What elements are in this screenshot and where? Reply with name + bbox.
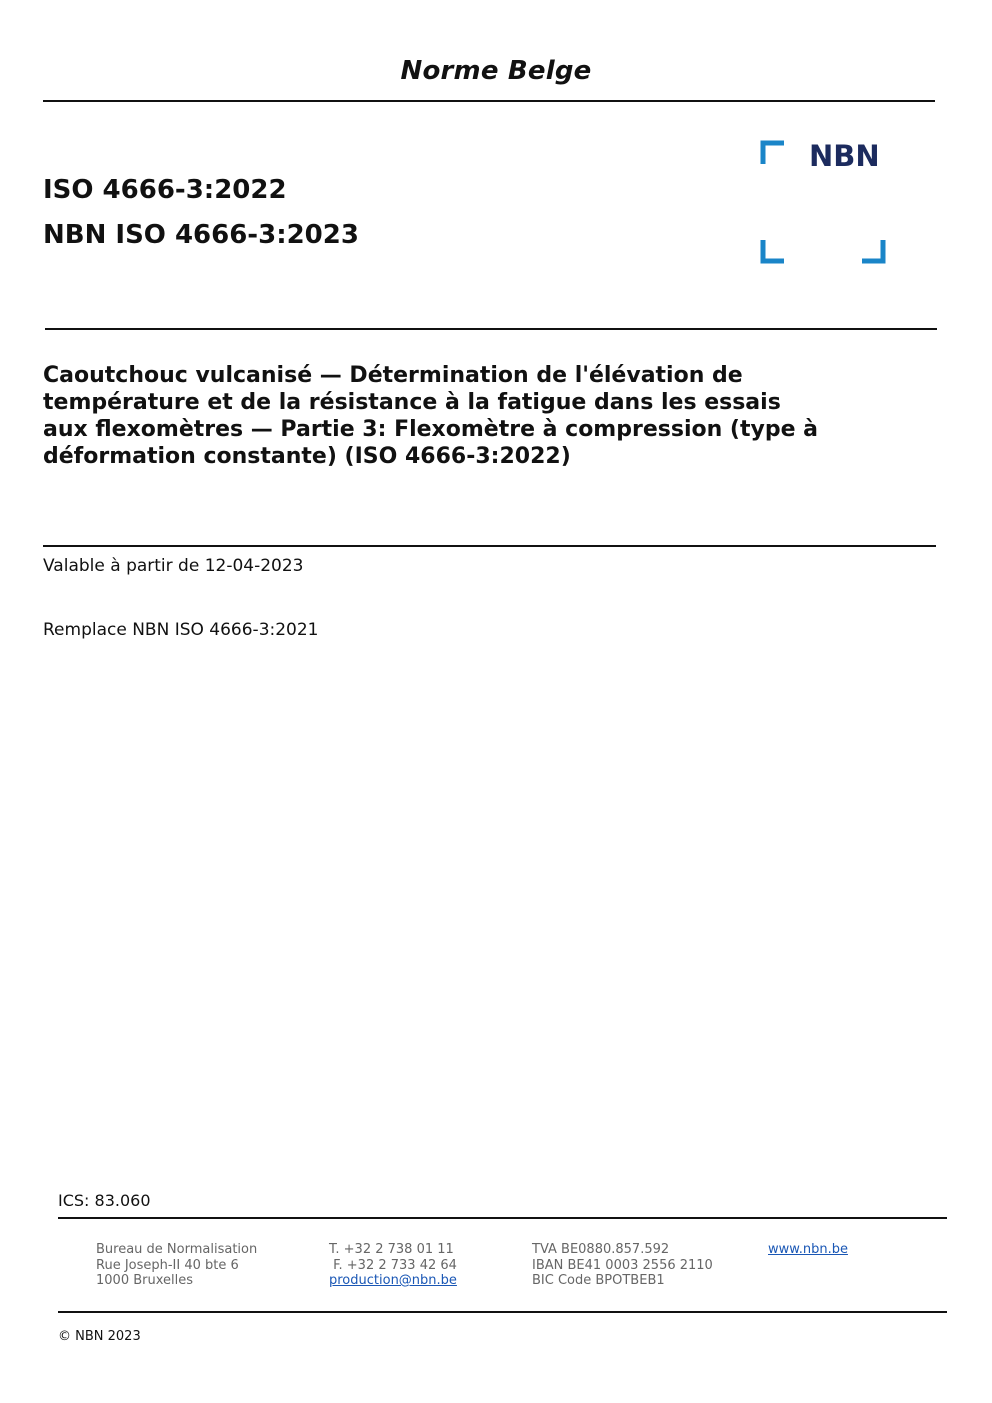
footer-vat: TVA BE0880.857.592: [532, 1242, 670, 1257]
document-title-line: déformation constante) (ISO 4666-3:2022): [43, 444, 571, 469]
section-divider-1: [45, 328, 937, 330]
footer-banking: [532, 1242, 713, 1289]
document-title-line: aux flexomètres — Partie 3: Flexomètre à compression (type à: [43, 417, 819, 442]
document-title: [43, 362, 903, 470]
valid-from-text: Valable à partir de 12-04-2023: [43, 556, 304, 576]
section-divider-2: [43, 545, 936, 547]
copyright-text: © NBN 2023: [58, 1329, 141, 1344]
logo-text: NBN: [809, 140, 880, 173]
logo-bracket-bottom-left: [763, 240, 784, 261]
footer-website-link[interactable]: www.nbn.be: [768, 1242, 848, 1257]
footer-address: [96, 1242, 257, 1289]
footer-phone: T. +32 2 738 01 11: [329, 1242, 454, 1257]
footer-fax: F. +32 2 733 42 64: [329, 1257, 457, 1273]
ics-code: ICS: 83.060: [58, 1191, 151, 1210]
header-divider: [43, 100, 935, 102]
footer-web: [768, 1242, 848, 1258]
page-header-title: Norme Belge: [400, 56, 592, 86]
nbn-logo: [760, 140, 886, 264]
footer-address-line: Rue Joseph-II 40 bte 6: [96, 1257, 239, 1273]
iso-standard-number: ISO 4666-3:2022: [43, 175, 287, 205]
footer-contact: [329, 1242, 457, 1289]
footer-email-link[interactable]: production@nbn.be: [329, 1273, 457, 1288]
footer-iban: IBAN BE41 0003 2556 2110: [532, 1257, 713, 1273]
document-title-line: température et de la résistance à la fatigue dans les essais: [43, 390, 781, 415]
footer-divider-top: [58, 1217, 947, 1219]
logo-bracket-top-left: [763, 143, 784, 164]
footer-address-line: 1000 Bruxelles: [96, 1273, 194, 1288]
document-title-line: Caoutchouc vulcanisé — Détermination de l'élévation de: [43, 363, 743, 388]
footer-address-line: Bureau de Normalisation: [96, 1242, 258, 1257]
replaces-text: Remplace NBN ISO 4666-3:2021: [43, 620, 319, 640]
footer-divider-bottom: [58, 1311, 947, 1313]
logo-bracket-bottom-right: [862, 240, 883, 261]
nbn-standard-number: NBN ISO 4666-3:2023: [43, 220, 359, 250]
footer-bic: BIC Code BPOTBEB1: [532, 1273, 665, 1288]
